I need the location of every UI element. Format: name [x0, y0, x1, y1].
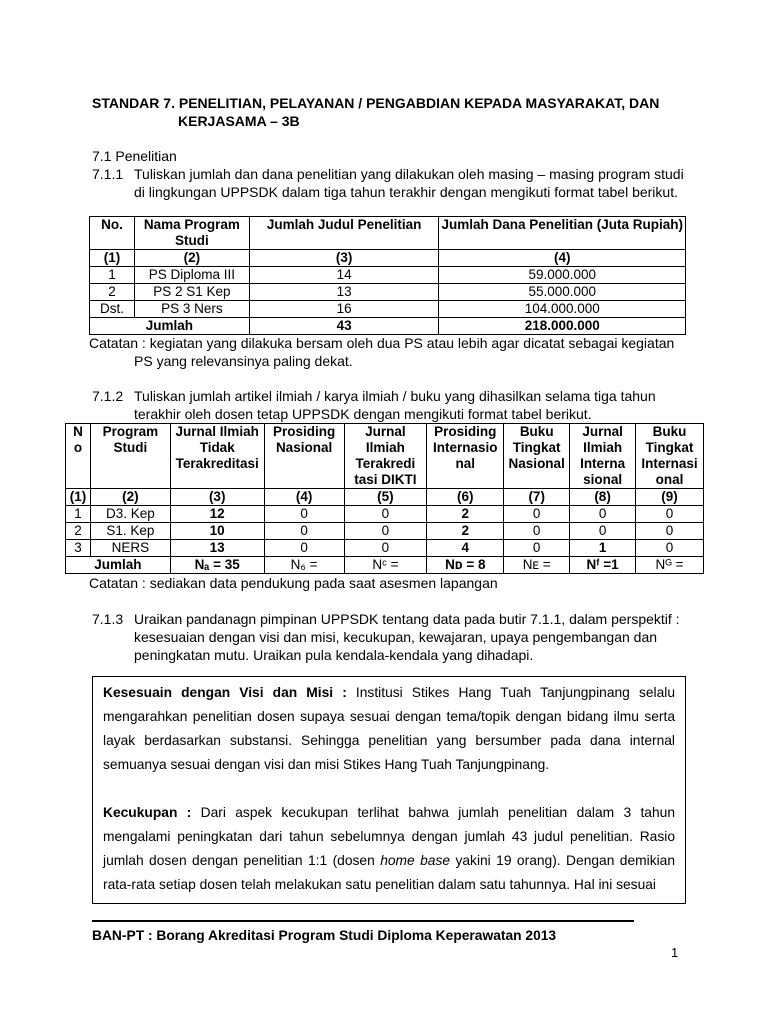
table-header-cell: Jumlah Judul Penelitian	[249, 217, 439, 250]
table-cell: 55.000.000	[439, 284, 686, 301]
item-text-7-1-3-line1: Uraikan pandanagn pimpinan UPPSDK tentang data pada butir 7.1.1, dalam perspektif :	[134, 611, 680, 627]
table-total-cell: N₆ =	[264, 557, 344, 574]
table-cell: 0	[264, 523, 344, 540]
table-colnum-cell: (6)	[427, 489, 504, 506]
item-text-7-1-2-line2: terakhir oleh dosen tetap UPPSDK dengan mengikuti format tabel berikut.	[134, 406, 592, 422]
table-cell: 59.000.000	[439, 267, 686, 284]
table-cell: PS 3 Ners	[134, 301, 249, 318]
table-cell: 13	[249, 284, 439, 301]
item-text-7-1-3-line2: kesesuaian dengan visi dan misi, kecukupan, kewajaran, upaya pengembangan dan	[134, 629, 658, 645]
table-header-cell: Jumlah Dana Penelitian (Juta Rupiah)	[439, 217, 686, 250]
table-colnum-row	[90, 250, 686, 267]
table-cell: 2	[90, 284, 135, 301]
table-colnum-cell: (1)	[90, 250, 135, 267]
table-cell: 0	[504, 506, 570, 523]
table-cell: 2	[427, 523, 504, 540]
table-colnum-cell: (2)	[134, 250, 249, 267]
table-cell: NERS	[90, 540, 170, 557]
table-header-cell: No.	[90, 217, 135, 250]
publication-table	[65, 423, 704, 574]
table-total-judul: 43	[249, 318, 439, 335]
item-text-7-1-1-line1: Tuliskan jumlah dan dana penelitian yang dilakukan oleh masing – masing program studi	[134, 166, 684, 182]
table-cell: 0	[635, 540, 703, 557]
table-colnum-cell: (1)	[66, 489, 91, 506]
table-cell: 0	[635, 523, 703, 540]
table-cell: 0	[344, 506, 427, 523]
table-cell: 12	[170, 506, 264, 523]
research-funding-table	[89, 216, 686, 335]
page-number: 1	[671, 945, 679, 960]
table-header-row	[66, 424, 704, 489]
table-cell: 14	[249, 267, 439, 284]
table-row	[90, 284, 686, 301]
analysis-text-visi-misi: Institusi Stikes Hang Tuah Tanjungpinang selalu mengarahkan penelitian dosen supaya sesuai dengan tema/topik dengan bidang ilmu serta layak berdasarkan substansi. Sehingga penelitian yang bersumber pada dana internal semuanya sesuai dengan visi dan misi Stikes Hang Tuah Tanjungpinang.	[103, 685, 675, 772]
table-cell: 13	[170, 540, 264, 557]
table-header-cell: Jurnal Ilmiah Interna sional	[570, 424, 636, 489]
footer-divider	[92, 920, 634, 922]
item-text-7-1-2-line1: Tuliskan jumlah artikel ilmiah / karya ilmiah / buku yang dihasilkan selama tiga tahun	[134, 388, 656, 404]
table-colnum-cell: (4)	[264, 489, 344, 506]
table-cell: D3. Kep	[90, 506, 170, 523]
table-cell: 0	[570, 506, 636, 523]
item-number-7-1-2: 7.1.2	[92, 388, 124, 404]
table-cell: 0	[264, 540, 344, 557]
table-row	[66, 523, 704, 540]
analysis-label-visi-misi: Kesesuain dengan Visi dan Misi :	[103, 685, 347, 700]
analysis-paragraph-kecukupan	[103, 801, 675, 897]
item-text-7-1-1-line2: di lingkungan UPPSDK dalam tiga tahun terakhir dengan mengikuti format tabel berikut.	[134, 184, 678, 200]
table-cell: 0	[344, 540, 427, 557]
table-colnum-cell: (3)	[249, 250, 439, 267]
analysis-text-kecukupan-italic: home base	[380, 853, 451, 868]
table-cell: Dst.	[90, 301, 135, 318]
note-1-line2: PS yang relevansinya paling dekat.	[134, 353, 353, 369]
table-colnum-row	[66, 489, 704, 506]
table-cell: 10	[170, 523, 264, 540]
table-header-cell: Buku Tingkat Nasional	[504, 424, 570, 489]
table-cell: 3	[66, 540, 91, 557]
table-total-cell: Nₐ = 35	[170, 557, 264, 574]
table-cell: 0	[635, 506, 703, 523]
table-header-cell: Jurnal Ilmiah Terakredi tasi DIKTI	[344, 424, 427, 489]
table-cell: 1	[570, 540, 636, 557]
table-header-cell: Buku Tingkat Internasi onal	[635, 424, 703, 489]
table-cell: 0	[344, 523, 427, 540]
table-cell: 16	[249, 301, 439, 318]
table-colnum-cell: (2)	[90, 489, 170, 506]
note-1-line1: Catatan : kegiatan yang dilakuka bersam oleh dua PS atau lebih agar dicatat sebagai kegiatan	[89, 335, 675, 351]
footer-text: BAN-PT : Borang Akreditasi Program Studi Diploma Keperawatan 2013	[92, 928, 557, 943]
table-colnum-cell: (3)	[170, 489, 264, 506]
table-cell: 2	[66, 523, 91, 540]
table-cell: 2	[427, 506, 504, 523]
table-header-cell: Program Studi	[90, 424, 170, 489]
table-header-cell: N o	[66, 424, 91, 489]
note-2: Catatan : sediakan data pendukung pada saat asesmen lapangan	[89, 575, 498, 591]
item-number-7-1-1: 7.1.1	[92, 166, 124, 182]
table-cell: 1	[66, 506, 91, 523]
table-total-label: Jumlah	[66, 557, 171, 574]
analysis-box	[92, 676, 686, 904]
table-total-cell: Nᶠ =1	[570, 557, 636, 574]
section-heading	[92, 94, 702, 130]
table-colnum-cell: (4)	[439, 250, 686, 267]
table-colnum-cell: (8)	[570, 489, 636, 506]
table-cell: S1. Kep	[90, 523, 170, 540]
table-cell: PS 2 S1 Kep	[134, 284, 249, 301]
analysis-paragraph-visi-misi	[103, 681, 675, 777]
table-header-cell: Prosiding Nasional	[264, 424, 344, 489]
table-header-cell: Jurnal Ilmiah Tidak Terakreditasi	[170, 424, 264, 489]
table-cell: 104.000.000	[439, 301, 686, 318]
table-row	[90, 301, 686, 318]
table-colnum-cell: (9)	[635, 489, 703, 506]
table-total-dana: 218.000.000	[439, 318, 686, 335]
table-cell: PS Diploma III	[134, 267, 249, 284]
table-total-cell: Nᴳ =	[635, 557, 703, 574]
table-cell: 0	[570, 523, 636, 540]
heading-line-1: STANDAR 7. PENELITIAN, PELAYANAN / PENGABDIAN KEPADA MASYARAKAT, DAN	[92, 95, 660, 111]
table-total-cell: Nᶜ =	[344, 557, 427, 574]
table-cell: 4	[427, 540, 504, 557]
table-header-cell: Prosiding Internasio nal	[427, 424, 504, 489]
heading-line-2: KERJASAMA – 3B	[178, 113, 300, 129]
table-cell: 0	[504, 523, 570, 540]
table-header-cell: Nama Program Studi	[134, 217, 249, 250]
table-cell: 0	[504, 540, 570, 557]
table-total-cell: Nᴇ =	[504, 557, 570, 574]
table-colnum-cell: (7)	[504, 489, 570, 506]
table-total-row	[90, 318, 686, 335]
table-cell: 0	[264, 506, 344, 523]
item-text-7-1-3-line3: peningkatan mutu. Uraikan pula kendala-kendala yang dihadapi.	[134, 647, 534, 663]
table-row	[66, 506, 704, 523]
item-number-7-1-3: 7.1.3	[92, 611, 124, 627]
table-total-row	[66, 557, 704, 574]
table-colnum-cell: (5)	[344, 489, 427, 506]
analysis-text-kecukupan-b: yakini 19 orang). Dengan demikian rata-rata setiap dosen telah melakukan satu penelitian dalam satu tahunnya. Hal ini sesuai	[103, 853, 676, 892]
table-total-cell: Nᴅ = 8	[427, 557, 504, 574]
table-row	[66, 540, 704, 557]
table-cell: 1	[90, 267, 135, 284]
subsection-title-7-1: 7.1 Penelitian	[92, 148, 177, 164]
table-total-label: Jumlah	[90, 318, 250, 335]
table-row	[90, 267, 686, 284]
table-header-row	[90, 217, 686, 250]
analysis-text-kecukupan-a: Dari aspek kecukupan terlihat bahwa jumlah penelitian dalam 3 tahun mengalami peningkatan dari tahun sebelumnya dengan jumlah 43 judul penelitian. Rasio jumlah dosen dengan penelitian 1:1 (dosen	[103, 805, 676, 868]
analysis-label-kecukupan: Kecukupan :	[103, 805, 192, 820]
